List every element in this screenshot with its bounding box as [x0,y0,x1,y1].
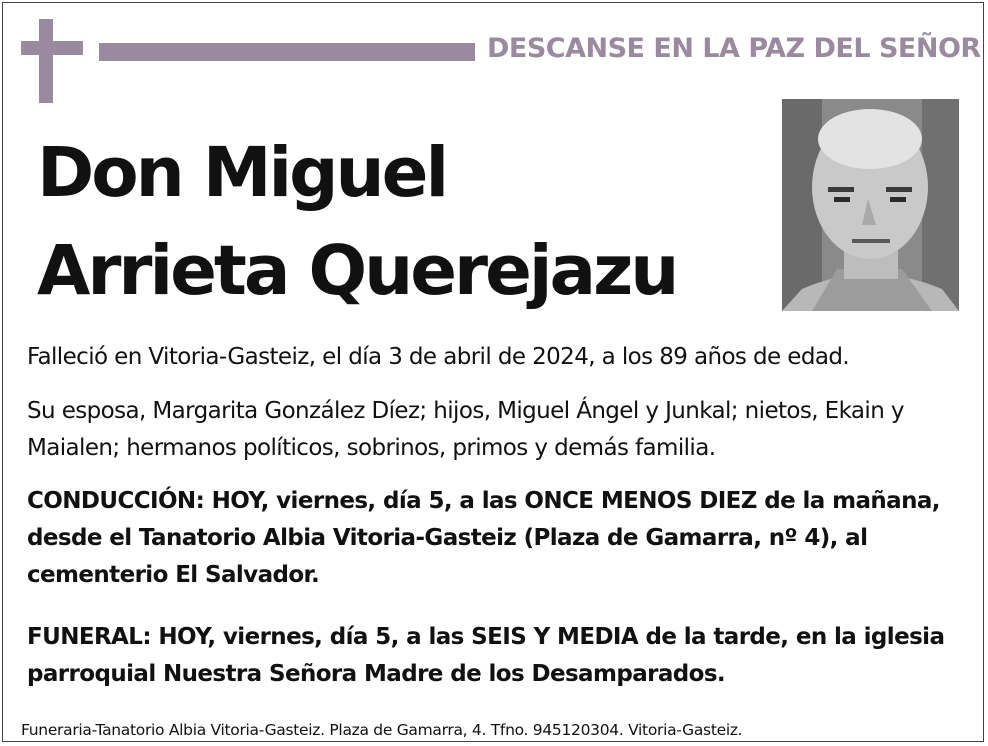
header-rule [99,43,475,61]
deceased-name-line1: Don Miguel [37,133,447,213]
death-notice: Falleció en Vitoria-Gasteiz, el día 3 de abril de 2024, a los 89 años de edad. [27,344,850,370]
funeral-home-footer: Funeraria-Tanatorio Albia Vitoria-Gasteiz. Plaza de Gamarra, 4. Tfno. 945120304. Vitoria-Gasteiz. [21,721,743,739]
obituary-card [2,2,984,742]
portrait-photo-svg [782,99,959,311]
header-title: DESCANSE EN LA PAZ DEL SEÑOR [487,33,981,64]
family-list: Su esposa, Margarita González Díez; hijos, Miguel Ángel y Junkal; nietos, Ekain y Maialen; hermanos políticos, sobrinos, primos y demás familia. [27,398,904,461]
portrait-photo-icon [782,99,959,311]
funeral-notice: FUNERAL: HOY, viernes, día 5, a las SEIS Y MEDIA de la tarde, en la iglesia parroquial Nuestra Señora Madre de los Desamparados. [27,624,945,687]
deceased-name-line2: Arrieta Querejazu [37,231,677,311]
cross-icon-bar [21,41,83,55]
conduccion-notice: CONDUCCIÓN: HOY, viernes, día 5, a las ONCE MENOS DIEZ de la mañana, desde el Tanatorio Albia Vitoria-Gasteiz (Plaza de Gamarra, nº 4), al cementerio El Salvador. [27,488,940,588]
cross-icon [39,19,53,103]
